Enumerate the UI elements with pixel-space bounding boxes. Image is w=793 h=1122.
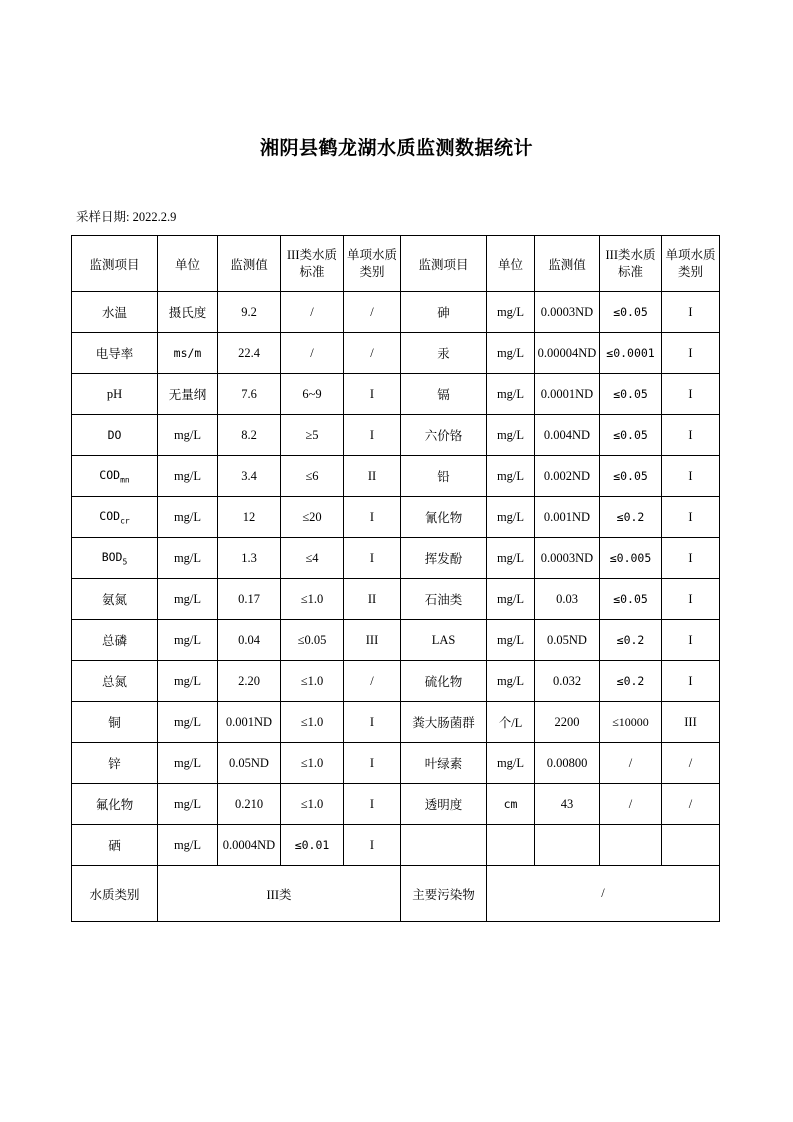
right-item-cell: 粪大肠菌群: [401, 702, 487, 743]
left-item-cell: 电导率: [72, 333, 158, 374]
right-standard-cell: /: [600, 743, 662, 784]
right-standard-cell: ≤0.05: [600, 415, 662, 456]
left-item-cell: [72, 497, 158, 538]
left-class-cell: /: [344, 661, 401, 702]
left-value-cell: 7.6: [218, 374, 281, 415]
left-standard-cell: ≤1.0: [281, 743, 344, 784]
right-item-cell: 砷: [401, 292, 487, 333]
left-unit-cell: mg/L: [158, 415, 218, 456]
right-standard-cell: ≤10000: [600, 702, 662, 743]
right-standard-cell: ≤0.2: [600, 497, 662, 538]
left-value-cell: 0.001ND: [218, 702, 281, 743]
right-standard-cell: ≤0.005: [600, 538, 662, 579]
right-item-cell: LAS: [401, 620, 487, 661]
left-unit-cell: mg/L: [158, 661, 218, 702]
right-unit-cell: mg/L: [487, 538, 535, 579]
left-class-cell: I: [344, 415, 401, 456]
right-value-cell: 2200: [535, 702, 600, 743]
right-value-cell: 0.001ND: [535, 497, 600, 538]
right-value-cell: 43: [535, 784, 600, 825]
table-row: [72, 456, 720, 497]
right-class-cell: I: [662, 415, 720, 456]
sample-date: [76, 207, 176, 225]
right-class-cell: I: [662, 333, 720, 374]
left-unit-cell: mg/L: [158, 456, 218, 497]
left-standard-cell: /: [281, 333, 344, 374]
item-subscript: 5: [122, 557, 128, 567]
monitoring-table: [71, 235, 720, 922]
header-cell: 监测项目: [72, 236, 158, 292]
left-standard-cell: ≤20: [281, 497, 344, 538]
left-item-cell: 总氮: [72, 661, 158, 702]
left-value-cell: 0.210: [218, 784, 281, 825]
left-item-cell: pH: [72, 374, 158, 415]
right-unit-cell: cm: [487, 784, 535, 825]
right-item-cell: 氰化物: [401, 497, 487, 538]
left-standard-cell: ≥5: [281, 415, 344, 456]
header-cell: 单项水质类别: [662, 236, 720, 292]
item-name: BOD: [101, 549, 123, 564]
pollutant-value: /: [487, 866, 720, 922]
right-unit-cell: mg/L: [487, 743, 535, 784]
quality-value: III类: [158, 866, 401, 922]
page-title: 湘阴县鹤龙湖水质监测数据统计: [259, 137, 533, 159]
right-standard-cell: ≤0.05: [600, 456, 662, 497]
left-unit-cell: 无量纲: [158, 374, 218, 415]
table-row: [72, 497, 720, 538]
right-value-cell: 0.002ND: [535, 456, 600, 497]
table-row: [72, 579, 720, 620]
left-standard-cell: ≤1.0: [281, 661, 344, 702]
right-standard-cell: ≤0.05: [600, 292, 662, 333]
right-value-cell: [535, 825, 600, 866]
sample-date-value: 2022.2.9: [132, 210, 177, 224]
right-item-cell: 挥发酚: [401, 538, 487, 579]
left-class-cell: I: [344, 784, 401, 825]
right-item-cell: 透明度: [401, 784, 487, 825]
header-cell: 单位: [487, 236, 535, 292]
right-class-cell: I: [662, 497, 720, 538]
right-unit-cell: [487, 825, 535, 866]
right-standard-cell: ≤0.2: [600, 620, 662, 661]
right-unit-cell: mg/L: [487, 374, 535, 415]
header-cell: 监测值: [535, 236, 600, 292]
right-class-cell: /: [662, 784, 720, 825]
left-value-cell: 12: [218, 497, 281, 538]
right-value-cell: 0.004ND: [535, 415, 600, 456]
right-value-cell: 0.03: [535, 579, 600, 620]
left-item-cell: 铜: [72, 702, 158, 743]
right-class-cell: I: [662, 456, 720, 497]
left-class-cell: I: [344, 743, 401, 784]
left-unit-cell: mg/L: [158, 497, 218, 538]
right-standard-cell: ≤0.2: [600, 661, 662, 702]
left-unit-cell: mg/L: [158, 784, 218, 825]
left-standard-cell: ≤1.0: [281, 702, 344, 743]
left-item-cell: 锌: [72, 743, 158, 784]
right-class-cell: /: [662, 743, 720, 784]
left-class-cell: I: [344, 702, 401, 743]
right-class-cell: III: [662, 702, 720, 743]
left-value-cell: 2.20: [218, 661, 281, 702]
sample-date-label: 采样日期:: [76, 210, 130, 224]
table-row: [72, 784, 720, 825]
right-class-cell: I: [662, 374, 720, 415]
left-value-cell: 0.0004ND: [218, 825, 281, 866]
left-class-cell: /: [344, 292, 401, 333]
header-cell: 单位: [158, 236, 218, 292]
right-standard-cell: ≤0.05: [600, 579, 662, 620]
right-item-cell: [401, 825, 487, 866]
pollutant-label: 主要污染物: [401, 866, 487, 922]
left-class-cell: II: [344, 456, 401, 497]
right-class-cell: I: [662, 579, 720, 620]
item-subscript: mn: [120, 475, 130, 485]
right-value-cell: 0.00800: [535, 743, 600, 784]
left-item-cell: [72, 456, 158, 497]
table-row: [72, 415, 720, 456]
left-unit-cell: mg/L: [158, 743, 218, 784]
right-value-cell: 0.0001ND: [535, 374, 600, 415]
left-value-cell: 9.2: [218, 292, 281, 333]
right-standard-cell: [600, 825, 662, 866]
left-unit-cell: mg/L: [158, 538, 218, 579]
left-class-cell: /: [344, 333, 401, 374]
right-unit-cell: 个/L: [487, 702, 535, 743]
right-unit-cell: mg/L: [487, 292, 535, 333]
left-standard-cell: ≤0.01: [281, 825, 344, 866]
item-name: COD: [99, 467, 121, 482]
table-header-row: [72, 236, 720, 292]
table-row: [72, 620, 720, 661]
left-class-cell: I: [344, 497, 401, 538]
item-subscript: cr: [120, 516, 130, 526]
left-item-cell: 总磷: [72, 620, 158, 661]
table-row: [72, 292, 720, 333]
left-standard-cell: ≤1.0: [281, 784, 344, 825]
right-class-cell: I: [662, 620, 720, 661]
left-unit-cell: mg/L: [158, 825, 218, 866]
right-unit-cell: mg/L: [487, 620, 535, 661]
right-item-cell: 硫化物: [401, 661, 487, 702]
left-item-cell: 氨氮: [72, 579, 158, 620]
right-unit-cell: mg/L: [487, 333, 535, 374]
right-unit-cell: mg/L: [487, 661, 535, 702]
left-standard-cell: /: [281, 292, 344, 333]
left-item-cell: 氟化物: [72, 784, 158, 825]
left-unit-cell: mg/L: [158, 702, 218, 743]
left-value-cell: 3.4: [218, 456, 281, 497]
quality-label: 水质类别: [72, 866, 158, 922]
left-class-cell: I: [344, 825, 401, 866]
right-class-cell: I: [662, 292, 720, 333]
right-item-cell: 铅: [401, 456, 487, 497]
header-cell: 单项水质类别: [344, 236, 401, 292]
left-class-cell: I: [344, 374, 401, 415]
left-unit-cell: 摄氏度: [158, 292, 218, 333]
right-value-cell: 0.032: [535, 661, 600, 702]
table-row: [72, 743, 720, 784]
right-class-cell: [662, 825, 720, 866]
right-class-cell: I: [662, 538, 720, 579]
left-value-cell: 0.17: [218, 579, 281, 620]
left-item-cell: DO: [72, 415, 158, 456]
right-unit-cell: mg/L: [487, 497, 535, 538]
right-unit-cell: mg/L: [487, 415, 535, 456]
table-row: [72, 374, 720, 415]
left-standard-cell: 6~9: [281, 374, 344, 415]
right-unit-cell: mg/L: [487, 456, 535, 497]
right-value-cell: 0.05ND: [535, 620, 600, 661]
table-row: [72, 661, 720, 702]
right-item-cell: 汞: [401, 333, 487, 374]
right-class-cell: I: [662, 661, 720, 702]
right-standard-cell: ≤0.0001: [600, 333, 662, 374]
left-class-cell: III: [344, 620, 401, 661]
header-cell: 监测值: [218, 236, 281, 292]
right-value-cell: 0.0003ND: [535, 538, 600, 579]
right-item-cell: 石油类: [401, 579, 487, 620]
left-unit-cell: mg/L: [158, 620, 218, 661]
left-class-cell: I: [344, 538, 401, 579]
item-name: COD: [99, 508, 121, 523]
left-unit-cell: ms/m: [158, 333, 218, 374]
left-item-cell: 水温: [72, 292, 158, 333]
header-cell: III类水质标准: [281, 236, 344, 292]
table-row: [72, 333, 720, 374]
table-row: [72, 825, 720, 866]
header-cell: 监测项目: [401, 236, 487, 292]
left-value-cell: 8.2: [218, 415, 281, 456]
left-value-cell: 22.4: [218, 333, 281, 374]
right-item-cell: 叶绿素: [401, 743, 487, 784]
table-row: [72, 702, 720, 743]
left-value-cell: 0.05ND: [218, 743, 281, 784]
right-unit-cell: mg/L: [487, 579, 535, 620]
left-class-cell: II: [344, 579, 401, 620]
right-value-cell: 0.0003ND: [535, 292, 600, 333]
left-value-cell: 1.3: [218, 538, 281, 579]
left-standard-cell: ≤1.0: [281, 579, 344, 620]
right-item-cell: 六价铬: [401, 415, 487, 456]
right-value-cell: 0.00004ND: [535, 333, 600, 374]
left-item-cell: 硒: [72, 825, 158, 866]
table-row: [72, 538, 720, 579]
left-standard-cell: ≤4: [281, 538, 344, 579]
left-item-cell: [72, 538, 158, 579]
right-standard-cell: ≤0.05: [600, 374, 662, 415]
right-item-cell: 镉: [401, 374, 487, 415]
left-standard-cell: ≤6: [281, 456, 344, 497]
table-footer-row: [72, 866, 720, 922]
header-cell: III类水质标准: [600, 236, 662, 292]
right-standard-cell: /: [600, 784, 662, 825]
left-standard-cell: ≤0.05: [281, 620, 344, 661]
left-unit-cell: mg/L: [158, 579, 218, 620]
left-value-cell: 0.04: [218, 620, 281, 661]
